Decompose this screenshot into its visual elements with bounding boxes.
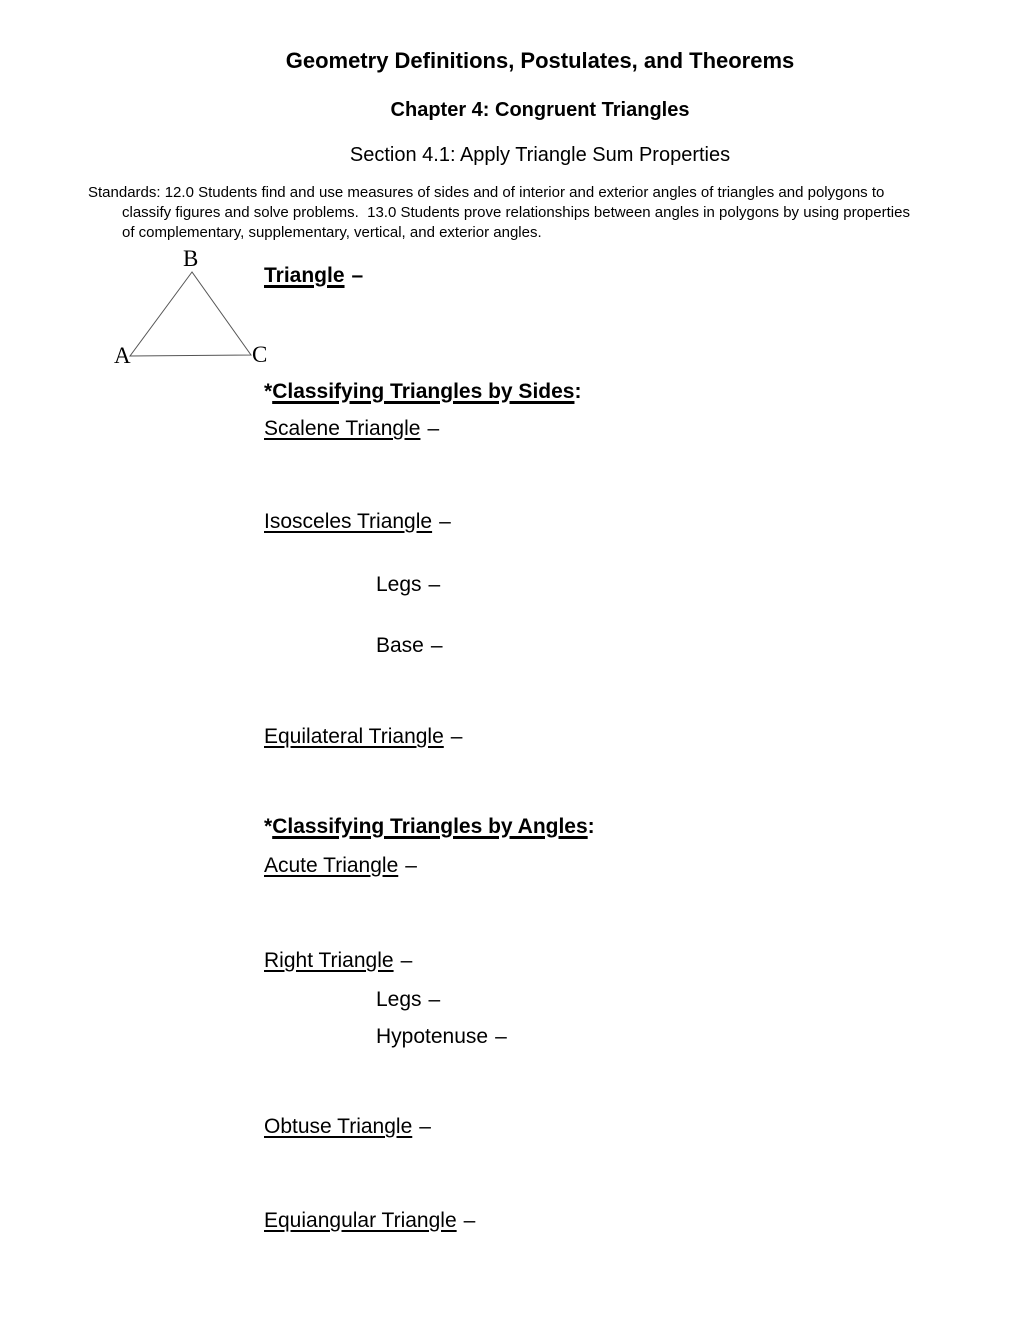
section-heading: Section 4.1: Apply Triangle Sum Properties [349,144,731,166]
heading-classify-by-angles-text: Classifying Triangles by Angles [272,815,588,838]
def-acute-triangle-dash: – [405,854,417,877]
def-scalene-triangle [264,416,439,441]
def-scalene-triangle-dash: – [427,417,440,440]
heading-classify-by-sides-colon: : [574,380,582,403]
heading-classify-by-angles [264,814,595,839]
def-equiangular-triangle-dash: – [463,1209,476,1232]
triangle-shape [130,272,251,356]
def-obtuse-triangle-term: Obtuse Triangle [264,1115,413,1138]
vertex-label-a: A [114,343,131,368]
def-triangle-dash: – [351,264,364,287]
def-scalene-triangle-term: Scalene Triangle [264,417,421,440]
def-isosceles-legs-term: Legs [376,573,422,596]
def-isosceles-triangle-dash: – [439,510,451,533]
vertex-label-b: B [183,246,199,271]
def-right-triangle-term: Right Triangle [264,949,394,972]
def-isosceles-triangle [264,509,451,534]
def-equiangular-triangle [264,1208,475,1233]
def-right-triangle [264,948,412,973]
def-equilateral-triangle-term: Equilateral Triangle [264,725,444,748]
def-acute-triangle [264,853,417,878]
def-equilateral-triangle-dash: – [450,725,463,748]
heading-classify-by-angles-asterisk: * [264,815,273,838]
def-equiangular-triangle-term: Equiangular Triangle [264,1209,457,1232]
def-right-legs-dash: – [428,988,441,1011]
heading-classify-by-sides [264,379,581,404]
def-right-legs [376,987,440,1012]
heading-classify-by-angles-colon: : [587,815,595,838]
standards-line-1: Standards: 12.0 Students find and use measures of sides and of interior and exterior angles of triangles and polygons to [88,184,885,201]
def-obtuse-triangle-dash: – [419,1115,431,1138]
standards-line-2: classify figures and solve problems. 13.0 Students prove relationships between angles in polygons by using properties [122,204,910,221]
vertex-label-c: C [252,342,268,367]
def-hypotenuse-term: Hypotenuse [376,1025,489,1048]
def-isosceles-base-dash: – [430,634,443,657]
def-isosceles-legs-dash: – [428,573,441,596]
def-equilateral-triangle [264,724,462,749]
def-isosceles-base [376,633,443,658]
def-obtuse-triangle [264,1114,431,1139]
heading-classify-by-sides-text: Classifying Triangles by Sides [272,380,575,403]
def-triangle-term: Triangle [264,264,345,287]
def-acute-triangle-term: Acute Triangle [264,854,399,877]
page-title: Geometry Definitions, Postulates, and Theorems [285,48,795,73]
def-hypotenuse [376,1024,507,1049]
chapter-heading: Chapter 4: Congruent Triangles [390,99,690,121]
def-isosceles-triangle-term: Isosceles Triangle [264,510,433,533]
def-right-triangle-dash: – [400,949,413,972]
def-right-legs-term: Legs [376,988,422,1011]
standards-line-3: of complementary, supplementary, vertical, and exterior angles. [122,224,542,241]
def-triangle [264,263,363,288]
def-hypotenuse-dash: – [495,1025,507,1048]
def-isosceles-legs [376,572,440,597]
heading-classify-by-sides-asterisk: * [264,380,273,403]
def-isosceles-base-term: Base [376,634,424,657]
